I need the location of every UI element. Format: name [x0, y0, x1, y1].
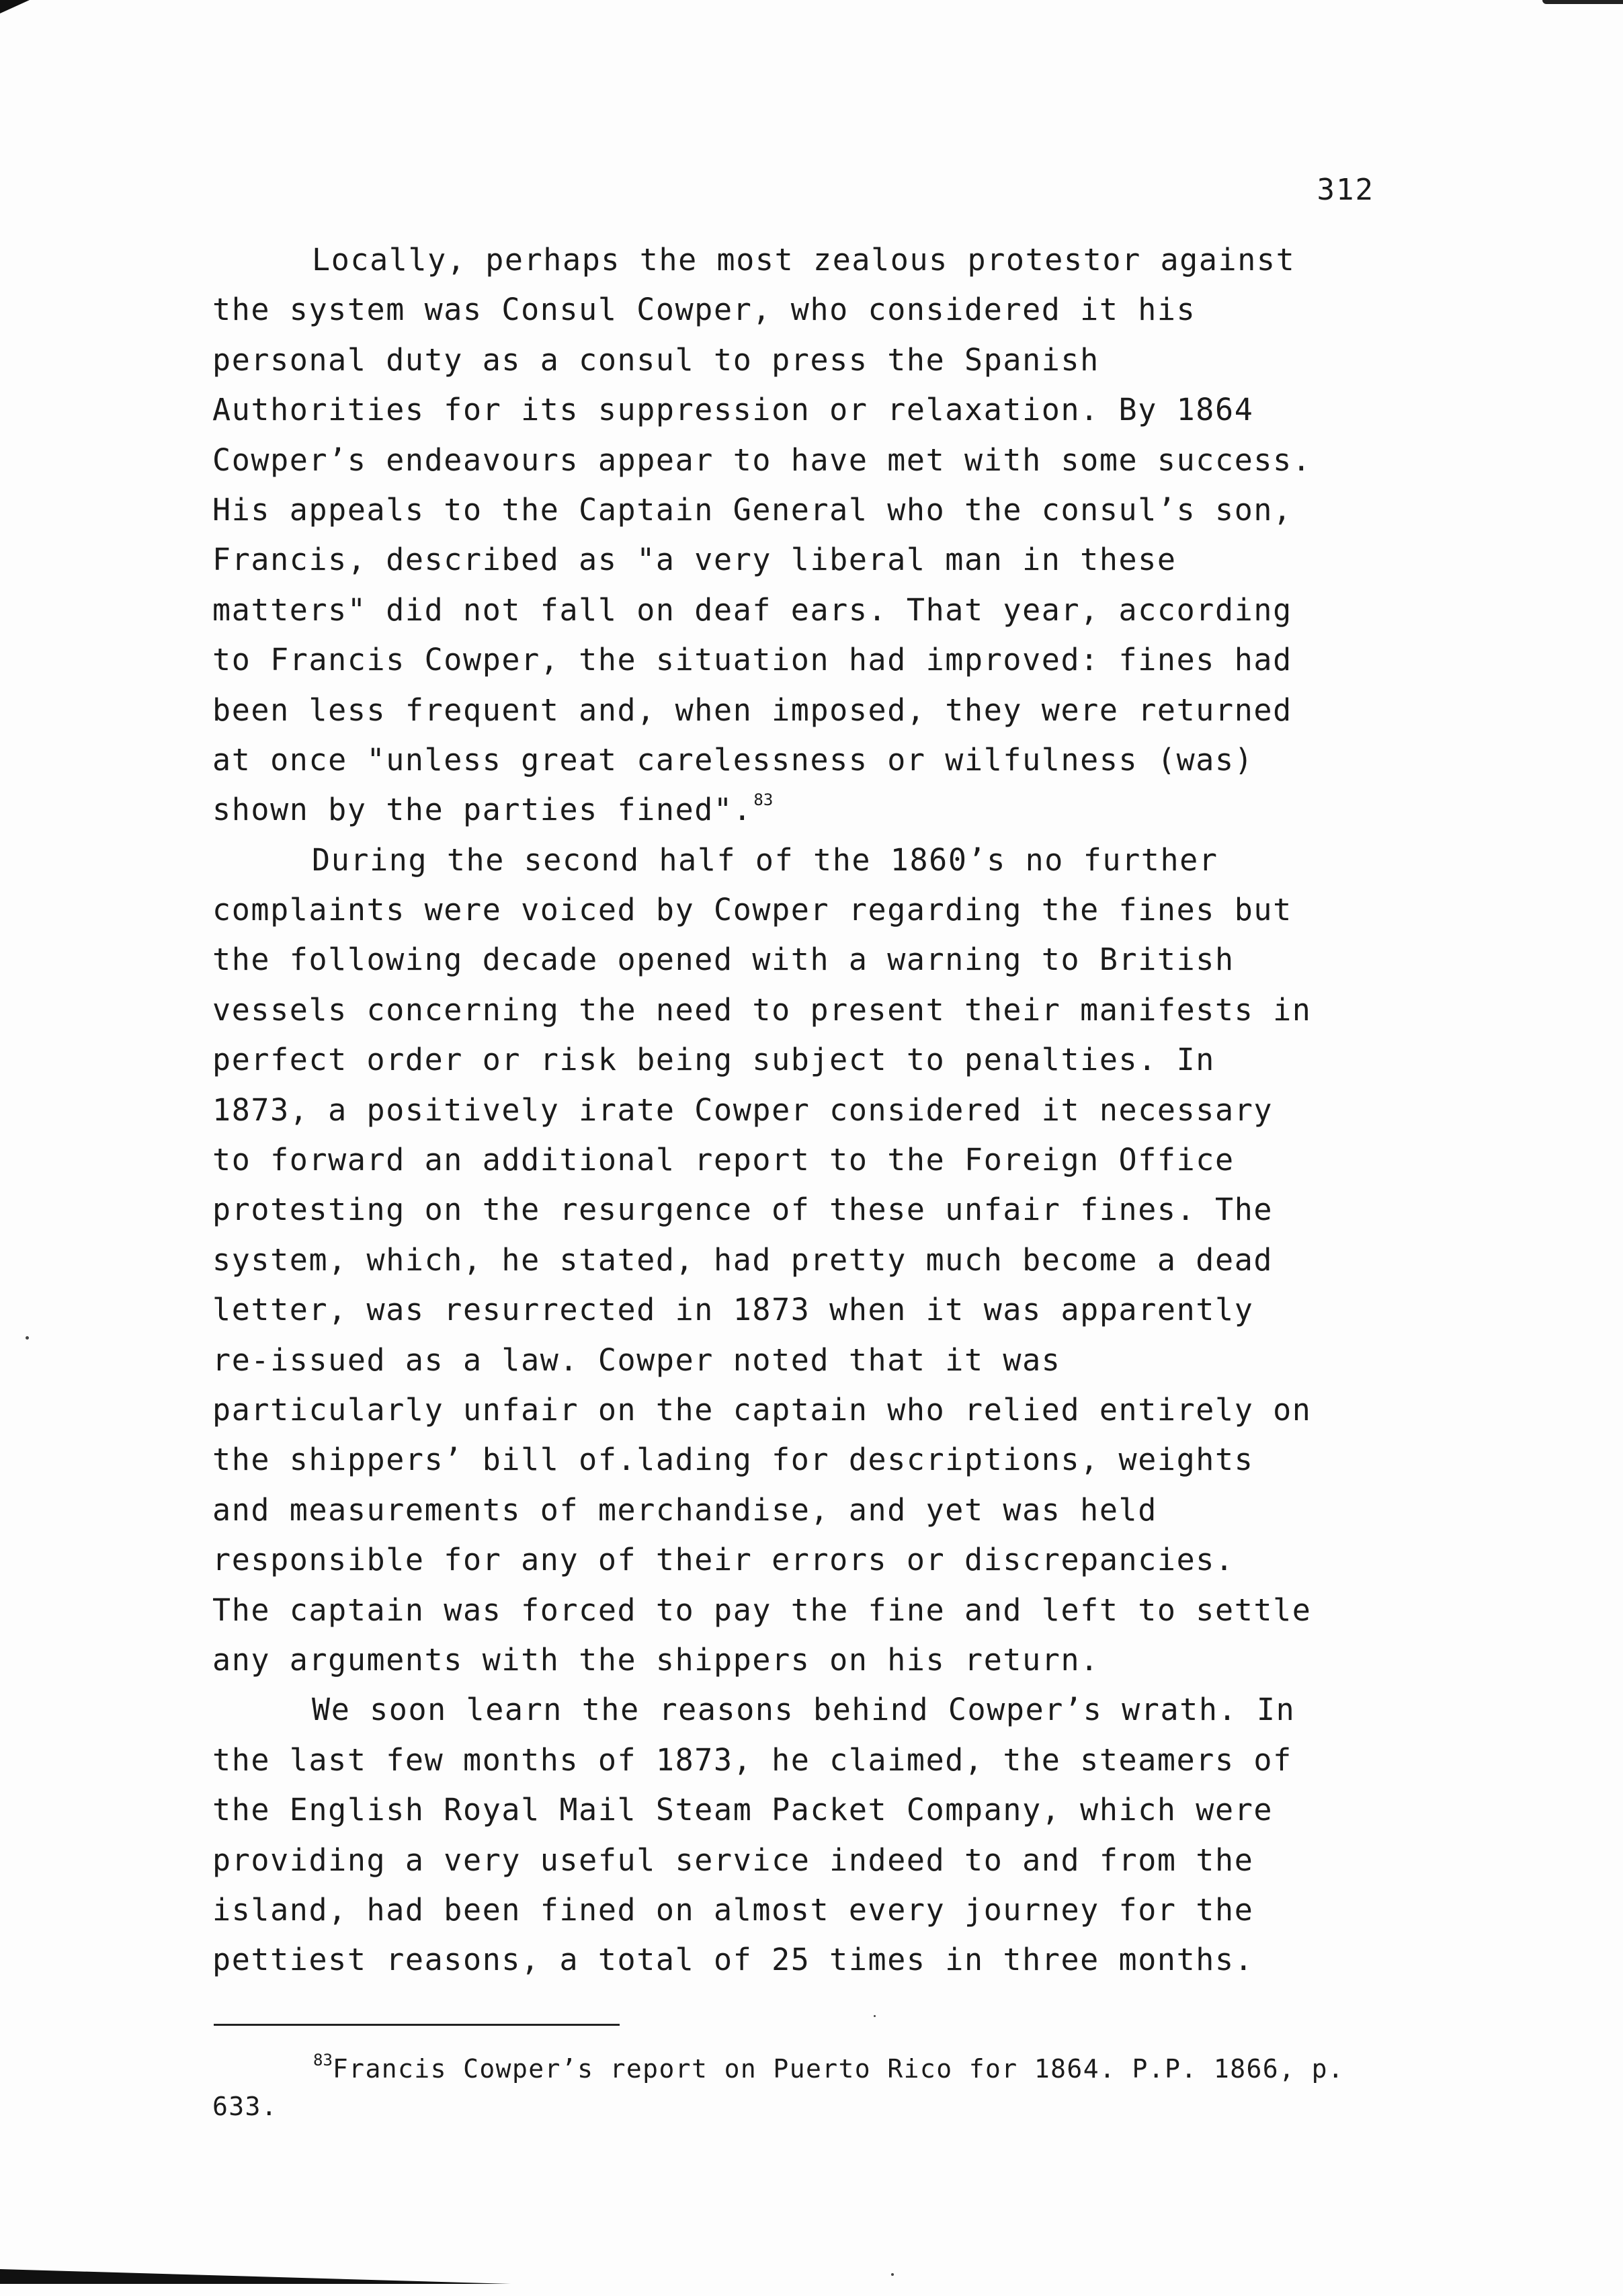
text-line: at once "unless great carelessness or wilfulness (was) — [212, 741, 1254, 778]
scan-speck — [891, 2273, 894, 2276]
paragraph-2 — [212, 835, 1375, 1686]
text-line: Authorities for its suppression or relaxation. By 1864 — [212, 392, 1254, 428]
text-line: been less frequent and, when imposed, they were returned — [212, 692, 1292, 728]
text-line: providing a very useful service indeed to and from the — [212, 1842, 1254, 1878]
text-line: personal duty as a consul to press the Spanish — [212, 341, 1099, 378]
text-line: perfect order or risk being subject to penalties. In — [212, 1042, 1215, 1078]
footnote — [212, 2050, 1395, 2125]
text-line: complaints were voiced by Cowper regarding the fines but — [212, 892, 1292, 928]
text-line: particularly unfair on the captain who relied entirely on — [212, 1391, 1312, 1428]
text-fragment: shown by the parties fined". — [212, 792, 753, 828]
text-line: system, which, he stated, had pretty much become a dead — [212, 1241, 1274, 1278]
text-line: any arguments with the shippers on his return. — [212, 1641, 1099, 1678]
text-line: pettiest reasons, a total of 25 times in three months. — [212, 1942, 1254, 1978]
text-line: the last few months of 1873, he claimed, the steamers of — [212, 1741, 1292, 1778]
body-text — [212, 235, 1375, 1985]
text-line: letter, was resurrected in 1873 when it was apparently — [212, 1292, 1254, 1328]
footnote-line — [212, 2050, 1395, 2088]
text-line: the system was Consul Cowper, who considered it his — [212, 292, 1196, 328]
footnote-marker: 83 — [313, 2051, 333, 2069]
text-line: responsible for any of their errors or discrepancies. — [212, 1542, 1235, 1578]
page-number: 312 — [1317, 173, 1374, 207]
text-line: Francis, described as "a very liberal man in these — [212, 542, 1177, 578]
text-line: the shippers’ bill of.lading for descriptions, weights — [212, 1442, 1254, 1478]
text-line: The captain was forced to pay the fine and left to settle — [212, 1592, 1312, 1628]
paragraph-3 — [212, 1685, 1375, 1985]
text-line: to Francis Cowper, the situation had improved: fines had — [212, 642, 1292, 678]
text-line: His appeals to the Captain General who the consul’s son, — [212, 491, 1292, 528]
scan-corner-artifact — [0, 0, 30, 13]
text-line: and measurements of merchandise, and yet was held — [212, 1491, 1157, 1528]
text-line: to forward an additional report to the Foreign Office — [212, 1142, 1235, 1178]
scan-speck — [874, 2015, 876, 2017]
text-line: vessels concerning the need to present their manifests in — [212, 991, 1312, 1028]
scan-edge-artifact — [0, 2269, 511, 2284]
text-line: re-issued as a law. Cowper noted that it was — [212, 1342, 1061, 1378]
scan-speck — [26, 1336, 29, 1340]
text-line: island, had been fined on almost every journey for the — [212, 1891, 1254, 1928]
scan-edge-artifact — [1542, 0, 1623, 4]
text-line: We soon learn the reasons behind Cowper’s wrath. In — [312, 1692, 1296, 1728]
text-line: Locally, perhaps the most zealous protestor against — [312, 242, 1296, 278]
text-line: 1873, a positively irate Cowper considered it necessary — [212, 1092, 1274, 1128]
text-line: protesting on the resurgence of these unfair fines. The — [212, 1192, 1274, 1228]
text-line: Cowper’s endeavours appear to have met with some success. — [212, 442, 1312, 478]
text-line: the following decade opened with a warning to British — [212, 942, 1235, 978]
text-line: the English Royal Mail Steam Packet Company, which were — [212, 1792, 1274, 1828]
paragraph-1 — [212, 235, 1375, 835]
text-line: matters" did not fall on deaf ears. That year, according — [212, 591, 1292, 628]
text-line: During the second half of the 1860’s no further — [312, 842, 1218, 878]
text-line-with-footnote — [212, 785, 1375, 835]
footnote-separator — [214, 2024, 620, 2026]
footnote-line: 633. — [212, 2092, 278, 2121]
footnote-text: Francis Cowper’s report on Puerto Rico for 1864. P.P. 1866, p. — [332, 2054, 1345, 2084]
footnote-reference[interactable]: 83 — [753, 790, 774, 810]
